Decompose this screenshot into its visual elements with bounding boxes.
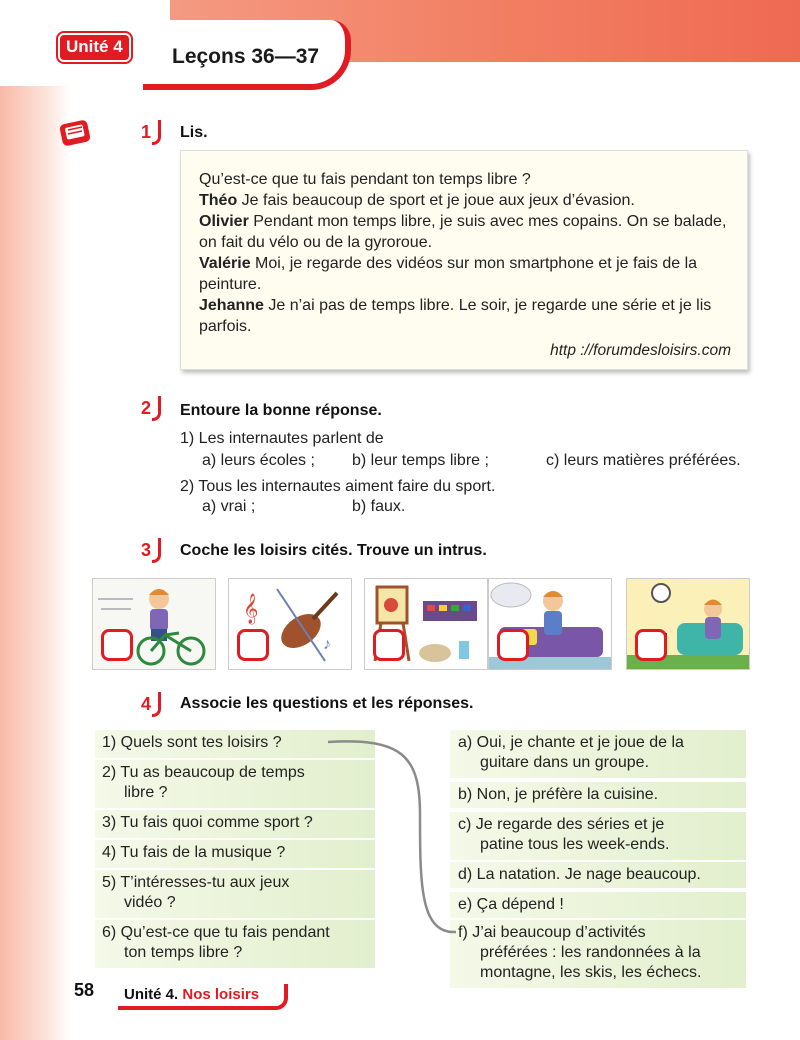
speaker-name: Théo	[199, 192, 238, 209]
speaker-name: Olivier	[199, 213, 249, 230]
ex3-title: Coche les loisirs cités. Trouve un intrus.	[180, 542, 487, 559]
ex2-title: Entoure la bonne réponse.	[180, 402, 382, 419]
ex2-question-2: 2) Tous les internautes aiment faire du sport.	[180, 478, 496, 495]
svg-text:𝄞: 𝄞	[243, 594, 259, 624]
answer-a[interactable]: a) Oui, je chante et je joue de la	[458, 734, 684, 751]
ex1-number: 1	[140, 122, 151, 142]
reading-question: Qu’est-ce que tu fais pendant ton temps libre ?	[199, 171, 531, 188]
ex1-title: Lis.	[180, 124, 208, 141]
checkbox-tv[interactable]	[635, 629, 667, 661]
picture-painting	[364, 578, 488, 670]
answer-b[interactable]: b) Non, je préfère la cuisine.	[458, 786, 659, 803]
book-icon	[58, 118, 94, 150]
ex4-number: 4	[140, 694, 151, 714]
picture-video-game	[488, 578, 612, 670]
speaker-text: Je fais beaucoup de sport et je joue aux jeux d’évasion.	[237, 192, 635, 209]
answer-f-cont-2: montagne, les skis, les échecs.	[480, 964, 702, 981]
ex2-question-1: 1) Les internautes parlent de	[180, 430, 384, 447]
question-5[interactable]: 5) T’intéresses-tu aux jeux	[102, 874, 290, 891]
source-url: http ://forumdesloisirs.com	[550, 342, 731, 359]
ex2-q1-option-c[interactable]: c) leurs matières préférées.	[546, 452, 741, 469]
speaker-name: Jehanne	[199, 297, 264, 314]
question-2[interactable]: 2) Tu as beaucoup de temps	[102, 764, 305, 781]
answer-c[interactable]: c) Je regarde des séries et je	[458, 816, 665, 833]
ex2-q1-option-b[interactable]: b) leur temps libre ;	[352, 452, 489, 469]
question-4[interactable]: 4) Tu fais de la musique ?	[102, 844, 286, 861]
reading-text-box	[180, 150, 748, 370]
ex2-q2-option-a[interactable]: a) vrai ;	[202, 498, 256, 515]
answer-a-cont: guitare dans un groupe.	[480, 754, 650, 771]
speaker-text: Je n’ai pas de temps libre. Le soir, je regarde une série et je lis parfois.	[199, 297, 712, 335]
reading-line-olivier	[199, 211, 729, 253]
ex2-q1-option-a[interactable]: a) leurs écoles ;	[202, 452, 315, 469]
reading-line-jehanne	[199, 295, 729, 337]
question-3[interactable]: 3) Tu fais quoi comme sport ?	[102, 814, 313, 831]
ex2-number: 2	[140, 398, 151, 418]
page-left-band	[0, 0, 70, 1040]
answer-f[interactable]: f) J’ai beaucoup d’activités	[458, 924, 646, 941]
ex4-title: Associe les questions et les réponses.	[180, 695, 474, 712]
question-6-cont: ton temps libre ?	[124, 944, 243, 961]
checkbox-music[interactable]	[237, 629, 269, 661]
answer-e[interactable]: e) Ça dépend !	[458, 896, 564, 913]
reading-line-valerie	[199, 253, 729, 295]
picture-cycling	[92, 578, 216, 670]
speaker-text: Pendant mon temps libre, je suis avec mes copains. On se balade, on fait du vélo ou de la gyroroue.	[199, 213, 727, 251]
picture-tv	[626, 578, 750, 670]
question-6[interactable]: 6) Qu’est-ce que tu fais pendant	[102, 924, 330, 941]
footer-title	[124, 986, 259, 1003]
checkbox-painting[interactable]	[373, 629, 405, 661]
footer-unit-title: Nos loisirs	[182, 986, 260, 1003]
example-connector-line	[320, 734, 470, 944]
speaker-name: Valérie	[199, 255, 251, 272]
page-number: 58	[74, 980, 95, 1000]
reading-line-theo	[199, 190, 729, 211]
svg-text:♪: ♪	[323, 636, 331, 653]
checkbox-video-game[interactable]	[497, 629, 529, 661]
lesson-title: Leçons 36—37	[172, 45, 320, 68]
answer-f-cont-1: préférées : les randonnées à la	[480, 944, 701, 961]
picture-music	[228, 578, 352, 670]
answer-d[interactable]: d) La natation. Je nage beaucoup.	[458, 866, 701, 883]
footer-unit-label: Unité 4.	[124, 986, 179, 1003]
ex3-number: 3	[140, 540, 151, 560]
speaker-text: Moi, je regarde des vidéos sur mon smartphone et je fais de la peinture.	[199, 255, 698, 293]
ex2-q2-option-b[interactable]: b) faux.	[352, 498, 406, 515]
checkbox-cycling[interactable]	[101, 629, 133, 661]
question-5-cont: vidéo ?	[124, 894, 176, 911]
question-2-cont: libre ?	[124, 784, 168, 801]
unit-badge: Unité 4	[58, 33, 131, 62]
answer-c-cont: patine tous les week-ends.	[480, 836, 670, 853]
question-1[interactable]: 1) Quels sont tes loisirs ?	[102, 734, 282, 751]
